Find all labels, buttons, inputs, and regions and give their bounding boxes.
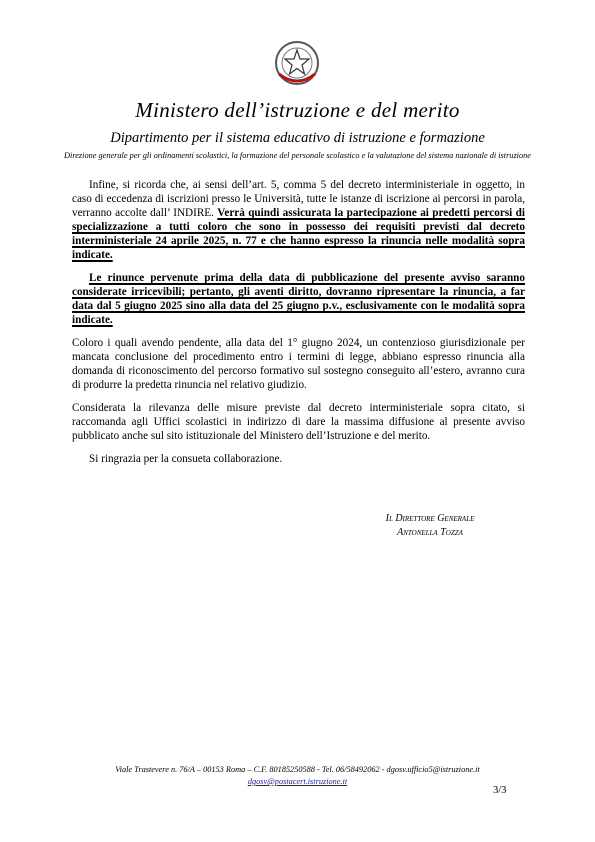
page-number: 3/3	[493, 785, 507, 796]
republic-emblem-icon	[271, 38, 323, 90]
footer-address: Viale Trastevere n. 76/A – 00153 Roma – C.F. 80185250588 - Tel. 06/58492062 - dgosv.ufficio5@istruzione.it	[115, 765, 480, 774]
department-title: Dipartimento per il sistema educativo di istruzione e formazione	[110, 130, 485, 146]
signature-block	[330, 512, 530, 540]
ministry-title: Ministero dell’istruzione e del merito	[135, 98, 460, 122]
signature-name: Antonella Tozza	[397, 527, 463, 538]
paragraph-2-emphasis: Le rinunce pervenute prima della data di pubblicazione del presente avviso saranno considerate irricevibili; pertanto, gli aventi diritto, dovranno ripresentare la rinuncia, a far data dal 5 giugno 2025 sino alla data del 25 giugno p.v., esclusivamente con le modalità sopra indicate.	[72, 272, 525, 326]
paragraph-3: Coloro i quali avendo pendente, alla data del 1° giugno 2024, un contenzioso giurisdizionale per mancata conclusione del procedimento entro i termini di legge, abbiano espresso rinuncia alla domanda di riconoscimento del percorso formativo sul sostegno conseguito all’estero, avranno cura di produrre la predetta rinuncia nel relativo giudizio.	[72, 337, 525, 391]
paragraph-1-emphasis: Verrà quindi assicurata la partecipazione ai predetti percorsi di specializzazione a tutti coloro che sono in possesso dei requisiti previsti dal decreto interministeriale 24 aprile 2025, n. 77 e che hanno espresso la rinuncia nelle modalità sopra indicate.	[72, 207, 525, 261]
signature-role: Il Direttore Generale	[385, 513, 475, 524]
paragraph-5: Si ringrazia per la consueta collaborazione.	[89, 453, 283, 465]
paragraph-2	[72, 271, 525, 327]
paragraph-1-text: Infine, si ricorda che, ai sensi dell’art. 5, comma 5 del decreto interministeriale in oggetto, in caso di eccedenza di iscrizioni presso le Università, tutte le istanze di iscrizione ai percorsi in parola, verranno accolte dall’ INDIRE.	[72, 179, 525, 219]
paragraph-1	[72, 178, 525, 262]
paragraph-4: Considerata la rilevanza delle misure previste dal decreto interministeriale sopra citato, si raccomanda agli Uffici scolastici in indirizzo di dare la massima diffusione al presente avviso pubblicato anche sul sito istituzionale del Ministero dell’Istruzione e del merito.	[72, 402, 525, 442]
letter-body	[72, 178, 525, 475]
directorate-title: Direzione generale per gli ordinamenti scolastici, la formazione del personale scolastico e la valutazione del sistema nazionale di istruzione	[64, 151, 531, 160]
pec-email-link[interactable]: dgosv@postacert.istruzione.it	[247, 777, 348, 786]
